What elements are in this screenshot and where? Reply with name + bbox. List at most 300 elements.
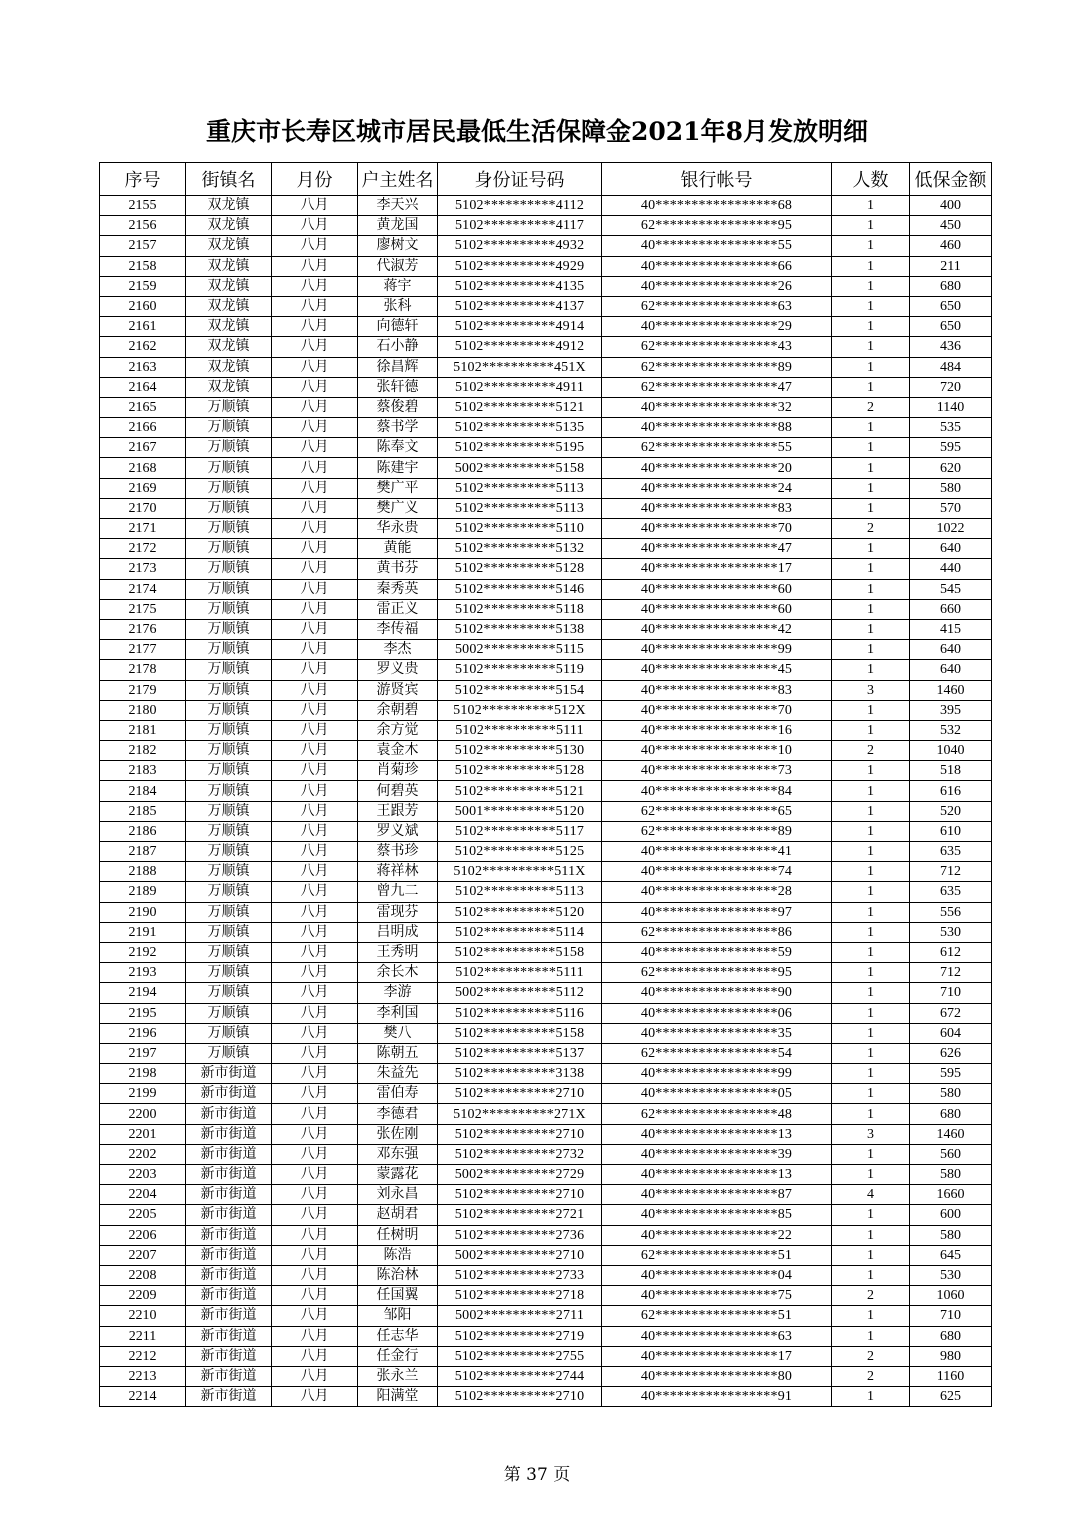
amount-cell: 570 [910,498,992,518]
seq-cell: 2197 [100,1043,186,1063]
table-row [100,1225,992,1245]
amount-cell: 440 [910,559,992,579]
bank-account-cell: 62*****************48 [602,1104,832,1124]
householder-cell: 蒙露花 [358,1165,438,1185]
seq-cell: 2171 [100,519,186,539]
town-cell: 双龙镇 [186,357,272,377]
table-row [100,640,992,660]
table-row [100,1245,992,1265]
town-cell: 万顺镇 [186,922,272,942]
id-number-cell: 5102**********271X [438,1104,602,1124]
amount-cell: 620 [910,458,992,478]
bank-account-cell: 40*****************68 [602,196,832,216]
seq-cell: 2206 [100,1225,186,1245]
bank-account-cell: 40*****************73 [602,761,832,781]
seq-cell: 2172 [100,539,186,559]
id-number-cell: 5102**********4914 [438,317,602,337]
bank-account-cell: 40*****************60 [602,579,832,599]
amount-cell: 626 [910,1043,992,1063]
people-count-cell: 1 [832,438,910,458]
householder-cell: 肖菊珍 [358,761,438,781]
householder-cell: 吕明成 [358,922,438,942]
id-number-cell: 5102**********2721 [438,1205,602,1225]
id-number-cell: 5102**********5137 [438,1043,602,1063]
month-cell: 八月 [272,478,358,498]
month-cell: 八月 [272,317,358,337]
seq-cell: 2158 [100,256,186,276]
town-cell: 双龙镇 [186,377,272,397]
seq-cell: 2183 [100,761,186,781]
table-row [100,821,992,841]
month-cell: 八月 [272,1245,358,1265]
people-count-cell: 1 [832,216,910,236]
town-cell: 新市街道 [186,1387,272,1407]
table-row [100,963,992,983]
id-number-cell: 5102**********5132 [438,539,602,559]
people-count-cell: 1 [832,559,910,579]
seq-cell: 2212 [100,1346,186,1366]
bank-account-cell: 40*****************74 [602,862,832,882]
amount-cell: 395 [910,700,992,720]
town-cell: 新市街道 [186,1326,272,1346]
month-cell: 八月 [272,1225,358,1245]
seq-cell: 2205 [100,1205,186,1225]
seq-cell: 2174 [100,579,186,599]
header-people-count: 人数 [832,163,910,196]
amount-cell: 604 [910,1023,992,1043]
householder-cell: 蔡书学 [358,418,438,438]
householder-cell: 陈奉文 [358,438,438,458]
amount-cell: 556 [910,902,992,922]
month-cell: 八月 [272,862,358,882]
town-cell: 万顺镇 [186,680,272,700]
month-cell: 八月 [272,256,358,276]
people-count-cell: 2 [832,1346,910,1366]
people-count-cell: 1 [832,1225,910,1245]
householder-cell: 陈治林 [358,1265,438,1285]
table-body [100,196,992,1407]
town-cell: 万顺镇 [186,640,272,660]
householder-cell: 雷正义 [358,599,438,619]
table-row [100,1144,992,1164]
town-cell: 万顺镇 [186,458,272,478]
householder-cell: 何碧英 [358,781,438,801]
bank-account-cell: 40*****************83 [602,498,832,518]
header-bank-account: 银行帐号 [602,163,832,196]
people-count-cell: 1 [832,902,910,922]
table-row [100,1326,992,1346]
amount-cell: 1160 [910,1366,992,1386]
people-count-cell: 1 [832,1205,910,1225]
id-number-cell: 5102**********5130 [438,741,602,761]
bank-account-cell: 40*****************24 [602,478,832,498]
people-count-cell: 1 [832,357,910,377]
people-count-cell: 1 [832,700,910,720]
bank-account-cell: 40*****************32 [602,397,832,417]
seq-cell: 2173 [100,559,186,579]
people-count-cell: 1 [832,842,910,862]
people-count-cell: 1 [832,619,910,639]
month-cell: 八月 [272,216,358,236]
table-row [100,317,992,337]
seq-cell: 2168 [100,458,186,478]
id-number-cell: 5102**********5117 [438,821,602,841]
bank-account-cell: 40*****************05 [602,1084,832,1104]
bank-account-cell: 40*****************04 [602,1265,832,1285]
seq-cell: 2191 [100,922,186,942]
id-number-cell: 5102**********2719 [438,1326,602,1346]
month-cell: 八月 [272,236,358,256]
householder-cell: 华永贵 [358,519,438,539]
seq-cell: 2199 [100,1084,186,1104]
town-cell: 万顺镇 [186,1003,272,1023]
seq-cell: 2177 [100,640,186,660]
amount-cell: 1022 [910,519,992,539]
people-count-cell: 4 [832,1185,910,1205]
town-cell: 万顺镇 [186,761,272,781]
id-number-cell: 5102**********5120 [438,902,602,922]
town-cell: 万顺镇 [186,559,272,579]
month-cell: 八月 [272,1023,358,1043]
people-count-cell: 1 [832,1043,910,1063]
month-cell: 八月 [272,397,358,417]
table-row [100,357,992,377]
seq-cell: 2184 [100,781,186,801]
people-count-cell: 1 [832,498,910,518]
id-number-cell: 5102**********5125 [438,842,602,862]
town-cell: 新市街道 [186,1144,272,1164]
amount-cell: 712 [910,963,992,983]
table-row [100,1265,992,1285]
month-cell: 八月 [272,842,358,862]
month-cell: 八月 [272,559,358,579]
id-number-cell: 5102**********512X [438,700,602,720]
table-row [100,660,992,680]
id-number-cell: 5002**********5112 [438,983,602,1003]
month-cell: 八月 [272,781,358,801]
householder-cell: 刘永昌 [358,1185,438,1205]
bank-account-cell: 40*****************16 [602,720,832,740]
householder-cell: 任国翼 [358,1286,438,1306]
bank-account-cell: 40*****************28 [602,882,832,902]
people-count-cell: 1 [832,236,910,256]
amount-cell: 450 [910,216,992,236]
month-cell: 八月 [272,498,358,518]
people-count-cell: 1 [832,337,910,357]
bank-account-cell: 40*****************10 [602,741,832,761]
month-cell: 八月 [272,821,358,841]
id-number-cell: 5002**********5115 [438,640,602,660]
householder-cell: 蒋宇 [358,276,438,296]
town-cell: 新市街道 [186,1124,272,1144]
id-number-cell: 5102**********5128 [438,559,602,579]
amount-cell: 580 [910,1165,992,1185]
bank-account-cell: 40*****************55 [602,236,832,256]
seq-cell: 2207 [100,1245,186,1265]
people-count-cell: 1 [832,1023,910,1043]
id-number-cell: 5102**********511X [438,862,602,882]
householder-cell: 李利国 [358,1003,438,1023]
table-row [100,1023,992,1043]
householder-cell: 阳满堂 [358,1387,438,1407]
id-number-cell: 5102**********4117 [438,216,602,236]
month-cell: 八月 [272,741,358,761]
seq-cell: 2188 [100,862,186,882]
bank-account-cell: 40*****************47 [602,539,832,559]
amount-cell: 1460 [910,680,992,700]
town-cell: 双龙镇 [186,196,272,216]
seq-cell: 2189 [100,882,186,902]
bank-account-cell: 40*****************45 [602,660,832,680]
id-number-cell: 5102**********5118 [438,599,602,619]
bank-account-cell: 40*****************66 [602,256,832,276]
town-cell: 万顺镇 [186,1023,272,1043]
id-number-cell: 5102**********5128 [438,761,602,781]
amount-cell: 460 [910,236,992,256]
amount-cell: 1040 [910,741,992,761]
householder-cell: 樊广义 [358,498,438,518]
householder-cell: 邹阳 [358,1306,438,1326]
people-count-cell: 1 [832,1165,910,1185]
seq-cell: 2204 [100,1185,186,1205]
town-cell: 万顺镇 [186,842,272,862]
month-cell: 八月 [272,276,358,296]
month-cell: 八月 [272,1084,358,1104]
id-number-cell: 5102**********5121 [438,397,602,417]
town-cell: 双龙镇 [186,296,272,316]
town-cell: 万顺镇 [186,983,272,1003]
month-cell: 八月 [272,942,358,962]
id-number-cell: 5102**********451X [438,357,602,377]
householder-cell: 罗义贵 [358,660,438,680]
seq-cell: 2178 [100,660,186,680]
town-cell: 新市街道 [186,1245,272,1265]
seq-cell: 2209 [100,1286,186,1306]
id-number-cell: 5102**********2733 [438,1265,602,1285]
id-number-cell: 5102**********5121 [438,781,602,801]
month-cell: 八月 [272,700,358,720]
id-number-cell: 5102**********4932 [438,236,602,256]
table-row [100,478,992,498]
month-cell: 八月 [272,296,358,316]
people-count-cell: 1 [832,1387,910,1407]
town-cell: 万顺镇 [186,660,272,680]
table-row [100,539,992,559]
table-row [100,1366,992,1386]
householder-cell: 李杰 [358,640,438,660]
bank-account-cell: 40*****************13 [602,1124,832,1144]
month-cell: 八月 [272,902,358,922]
seq-cell: 2161 [100,317,186,337]
amount-cell: 610 [910,821,992,841]
amount-cell: 211 [910,256,992,276]
header-seq: 序号 [100,163,186,196]
people-count-cell: 1 [832,296,910,316]
people-count-cell: 2 [832,1286,910,1306]
town-cell: 新市街道 [186,1225,272,1245]
householder-cell: 朱益先 [358,1064,438,1084]
householder-cell: 李天兴 [358,196,438,216]
table-row [100,781,992,801]
id-number-cell: 5102**********3138 [438,1064,602,1084]
town-cell: 双龙镇 [186,317,272,337]
householder-cell: 任树明 [358,1225,438,1245]
month-cell: 八月 [272,539,358,559]
bank-account-cell: 40*****************20 [602,458,832,478]
seq-cell: 2160 [100,296,186,316]
id-number-cell: 5102**********5158 [438,942,602,962]
householder-cell: 樊八 [358,1023,438,1043]
month-cell: 八月 [272,619,358,639]
month-cell: 八月 [272,1165,358,1185]
month-cell: 八月 [272,418,358,438]
id-number-cell: 5102**********2732 [438,1144,602,1164]
people-count-cell: 1 [832,781,910,801]
seq-cell: 2200 [100,1104,186,1124]
month-cell: 八月 [272,519,358,539]
id-number-cell: 5102**********2710 [438,1124,602,1144]
seq-cell: 2176 [100,619,186,639]
id-number-cell: 5102**********2736 [438,1225,602,1245]
householder-cell: 黄能 [358,539,438,559]
householder-cell: 罗义斌 [358,821,438,841]
table-row [100,599,992,619]
month-cell: 八月 [272,1286,358,1306]
amount-cell: 400 [910,196,992,216]
table-row [100,983,992,1003]
householder-cell: 李传福 [358,619,438,639]
seq-cell: 2169 [100,478,186,498]
amount-cell: 660 [910,599,992,619]
header-id-number: 身份证号码 [438,163,602,196]
month-cell: 八月 [272,801,358,821]
id-number-cell: 5002**********5158 [438,458,602,478]
table-row [100,1306,992,1326]
bank-account-cell: 40*****************70 [602,700,832,720]
month-cell: 八月 [272,196,358,216]
town-cell: 万顺镇 [186,741,272,761]
amount-cell: 545 [910,579,992,599]
bank-account-cell: 40*****************42 [602,619,832,639]
table-row [100,276,992,296]
amount-cell: 436 [910,337,992,357]
amount-cell: 980 [910,1346,992,1366]
table-row [100,196,992,216]
month-cell: 八月 [272,377,358,397]
table-row [100,438,992,458]
people-count-cell: 1 [832,821,910,841]
seq-cell: 2167 [100,438,186,458]
householder-cell: 赵胡君 [358,1205,438,1225]
bank-account-cell: 62*****************65 [602,801,832,821]
month-cell: 八月 [272,1346,358,1366]
householder-cell: 黄书芬 [358,559,438,579]
bank-account-cell: 40*****************88 [602,418,832,438]
id-number-cell: 5102**********5146 [438,579,602,599]
amount-cell: 560 [910,1144,992,1164]
id-number-cell: 5102**********5111 [438,963,602,983]
id-number-cell: 5102**********2710 [438,1185,602,1205]
people-count-cell: 2 [832,519,910,539]
seq-cell: 2182 [100,741,186,761]
id-number-cell: 5102**********2755 [438,1346,602,1366]
people-count-cell: 1 [832,599,910,619]
id-number-cell: 5002**********2729 [438,1165,602,1185]
seq-cell: 2192 [100,942,186,962]
seq-cell: 2166 [100,418,186,438]
amount-cell: 415 [910,619,992,639]
householder-cell: 张轩德 [358,377,438,397]
table-row [100,397,992,417]
seq-cell: 2164 [100,377,186,397]
seq-cell: 2195 [100,1003,186,1023]
seq-cell: 2159 [100,276,186,296]
town-cell: 万顺镇 [186,519,272,539]
town-cell: 新市街道 [186,1205,272,1225]
householder-cell: 李游 [358,983,438,1003]
bank-account-cell: 62*****************54 [602,1043,832,1063]
amount-cell: 640 [910,660,992,680]
bank-account-cell: 40*****************75 [602,1286,832,1306]
people-count-cell: 1 [832,276,910,296]
seq-cell: 2157 [100,236,186,256]
id-number-cell: 5102**********4912 [438,337,602,357]
householder-cell: 任志华 [358,1326,438,1346]
householder-cell: 张永兰 [358,1366,438,1386]
people-count-cell: 1 [832,458,910,478]
town-cell: 双龙镇 [186,236,272,256]
amount-cell: 720 [910,377,992,397]
seq-cell: 2193 [100,963,186,983]
people-count-cell: 2 [832,1366,910,1386]
amount-cell: 640 [910,539,992,559]
month-cell: 八月 [272,640,358,660]
householder-cell: 陈建宇 [358,458,438,478]
amount-cell: 616 [910,781,992,801]
month-cell: 八月 [272,1124,358,1144]
bank-account-cell: 62*****************86 [602,922,832,942]
id-number-cell: 5102**********4911 [438,377,602,397]
people-count-cell: 1 [832,862,910,882]
relief-payment-table [99,162,992,1407]
householder-cell: 陈浩 [358,1245,438,1265]
table-header-row [100,163,992,196]
people-count-cell: 2 [832,741,910,761]
householder-cell: 张科 [358,296,438,316]
seq-cell: 2196 [100,1023,186,1043]
seq-cell: 2165 [100,397,186,417]
table-row [100,1104,992,1124]
header-town: 街镇名 [186,163,272,196]
amount-cell: 1140 [910,397,992,417]
table-row [100,236,992,256]
bank-account-cell: 40*****************84 [602,781,832,801]
id-number-cell: 5102**********5116 [438,1003,602,1023]
seq-cell: 2201 [100,1124,186,1144]
householder-cell: 余方觉 [358,720,438,740]
month-cell: 八月 [272,1366,358,1386]
seq-cell: 2175 [100,599,186,619]
householder-cell: 秦秀英 [358,579,438,599]
people-count-cell: 1 [832,1144,910,1164]
id-number-cell: 5102**********2744 [438,1366,602,1386]
month-cell: 八月 [272,599,358,619]
people-count-cell: 1 [832,983,910,1003]
header-month: 月份 [272,163,358,196]
people-count-cell: 1 [832,761,910,781]
town-cell: 万顺镇 [186,882,272,902]
bank-account-cell: 40*****************91 [602,1387,832,1407]
